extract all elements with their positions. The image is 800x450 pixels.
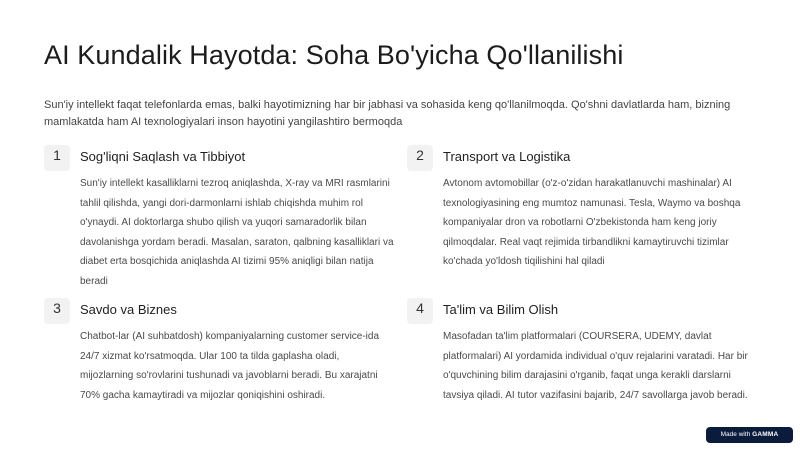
card-body: Avtonom avtomobillar (o'z-o'zidan harakatlanuvchi mashinalar) AI texnologiyasining eng mumtoz namunasi. Tesla, Waymo va boshqa kompaniyalar dron va robotlarni O'zbekistonda ham keng joriy qilmoqdalar. Real vaqt rejimida tirbandlikni kamaytiruvchi tizimlar ko'chada yo'ldosh tiqilishini hal qiladi xyxy=(443,178,741,268)
card-number: 4 xyxy=(407,298,433,324)
card-title: Savdo va Biznes xyxy=(80,302,177,317)
intro-paragraph: Sun'iy intellekt faqat telefonlarda emas, balki hayotimizning har bir jabhasi va sohasida keng qo'llanilmoqda. Qo'shni davlatlarda ham, bizning mamlakatda ham AI texnologiyalari inson hayotini yangilashtiro bermoqda xyxy=(44,99,731,128)
badge-prefix: Made with xyxy=(720,431,751,438)
card-body: Masofadan ta'lim platformalari (COURSERA, UDEMY, davlat platformalari) AI yordamida individual o'quv rejalarini varatadi. Har bir o'quvchining bilim darajasini o'rganib, faqat unga kerakli darslarni tavsiya qiladi. AI tutor vazifasini bajarib, 24/7 savollarga javob beradi. xyxy=(443,331,748,401)
card-title: Sog'liqni Saqlash va Tibbiyot xyxy=(80,149,246,164)
card-number: 1 xyxy=(44,145,70,171)
card-body: Sun'iy intellekt kasalliklarni tezroq aniqlashda, X-ray va MRI rasmlarini tahlil qilishda, yangi dori-darmonlarni ishlab chiqishda muhim rol o'ynaydi. AI doktorlarga shubo qilish va yuqori samaradorlik bilan davolanishga yordam beradi. Masalan, saraton, qalbning kasalliklari va diabet erta bosqichida aniqlashda AI tizimi 95% aniqligi bilan natija beradi xyxy=(80,178,394,287)
page-title: AI Kundalik Hayotda: Soha Bo'yicha Qo'llanilishi xyxy=(44,40,624,70)
made-with-gamma-badge[interactable] xyxy=(706,427,793,443)
card-title: Ta'lim va Bilim Olish xyxy=(443,302,559,317)
card-number: 2 xyxy=(407,145,433,171)
badge-brand: GAMMA xyxy=(752,431,779,438)
card-number: 3 xyxy=(44,298,70,324)
card-title: Transport va Logistika xyxy=(443,149,571,164)
card-body: Chatbot-lar (AI suhbatdosh) kompaniyalarning customer service-ida 24/7 xizmat ko'rsatmoqda. Ular 100 ta tilda gaplasha oladi, mijozlarning so'rovlarini tushunadi va javoblarni beradi. Bu xarajatni 70% gacha kamaytiradi va mijozlar qoniqishini oshiradi. xyxy=(80,331,380,401)
